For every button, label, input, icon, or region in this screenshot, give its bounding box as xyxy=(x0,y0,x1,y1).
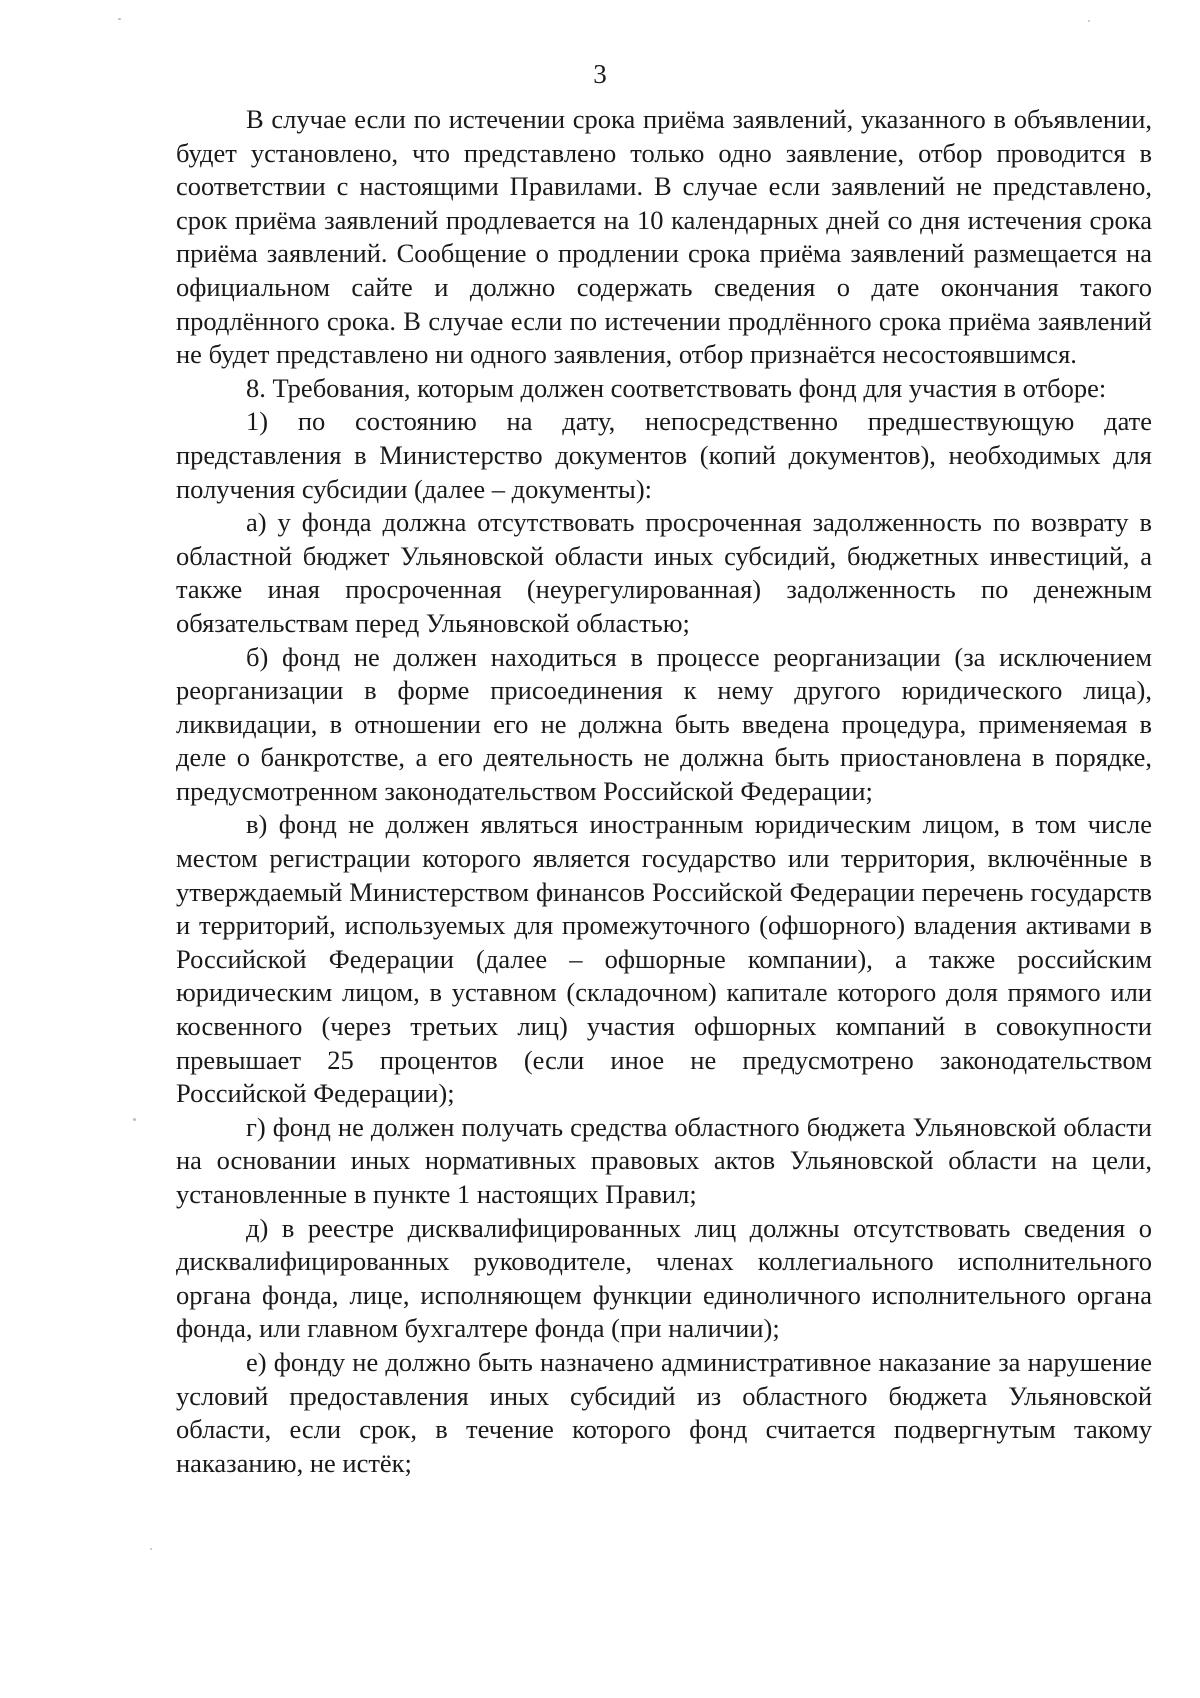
paragraph-application-deadline: В случае если по истечении срока приёма заявлений, указанного в объявлении, будет установлено, что представлено только одно заявление, отбор проводится в соответствии с настоящими Правилами. В случае если заявлений не представлено, срок приёма заявлений продлевается на 10 календарных дней со дня истечения срока приёма заявлений. Сообщение о продлении срока приёма заявлений размещается на официальном сайте и должно содержать сведения о дате окончания такого продлённого срока. В случае если по истечении продлённого срока приёма заявлений не будет представлено ни одного заявления, отбор признаётся несостоявшимся. xyxy=(176,104,1152,370)
paragraph-requirement-a: а) у фонда должна отсутствовать просроченная задолженность по возврату в областной бюджет Ульяновской области иных субсидий, бюджетных инвестиций, а также иная просроченная (неурегулированная) задолженность по денежным обязательствам перед Ульяновской областью; xyxy=(176,507,1152,638)
paragraph-requirement-v: в) фонд не должен являться иностранным юридическим лицом, в том числе местом регистрации которого является государство или территория, включённые в утверждаемый Министерством финансов Российской Федерации перечень государств и территорий, используемых для промежуточного (офшорного) владения активами в Российской Федерации (далее – офшорные компании), а также российским юридическим лицом, в уставном (складочном) капитале которого доля прямого или косвенного (через третьих лиц) участия офшорных компаний в совокупности превышает 25 процентов (если иное не предусмотрено законодательством Российской Федерации); xyxy=(176,809,1152,1109)
paragraph-requirement-g: г) фонд не должен получать средства областного бюджета Ульяновской области на основании иных нормативных правовых актов Ульяновской области на цели, установленные в пункте 1 настоящих Правил; xyxy=(176,1111,1152,1209)
paragraph-requirement-e: е) фонду не должно быть назначено административное наказание за нарушение условий предоставления иных субсидий из областного бюджета Ульяновской области, если срок, в течение которого фонд считается подвергнутым такому наказанию, не истёк; xyxy=(176,1346,1152,1478)
scan-speck xyxy=(150,1548,152,1550)
paragraph-requirement-b: б) фонд не должен находиться в процессе реорганизации (за исключением реорганизации в форме присоединения к нему другого юридического лица), ликвидации, в отношении его не должна быть введена процедура, применяемая в деле о банкротстве, а его деятельность не должна быть приостановлена в порядке, предусмотренном законодательством Российской Федерации; xyxy=(176,641,1152,806)
scan-speck xyxy=(1088,20,1090,22)
page-number: 3 xyxy=(593,59,607,89)
scan-speck xyxy=(133,1118,136,1121)
paragraph-requirement-d: д) в реестре дисквалифицированных лиц должны отсутствовать сведения о дисквалифицированных руководителе, членах коллегиального исполнительного органа фонда, лице, исполняющем функции единоличного исполнительного органа фонда, или главном бухгалтере фонда (при наличии); xyxy=(176,1212,1152,1344)
document-body xyxy=(176,103,1152,1480)
paragraph-requirements-8: 8. Требования, которым должен соответствовать фонд для участия в отборе: xyxy=(246,372,1107,403)
scan-speck xyxy=(118,18,121,20)
paragraph-requirement-1: 1) по состоянию на дату, непосредственно предшествующую дате представления в Министерство документов (копий документов), необходимых для получения субсидии (далее – документы): xyxy=(176,406,1152,504)
